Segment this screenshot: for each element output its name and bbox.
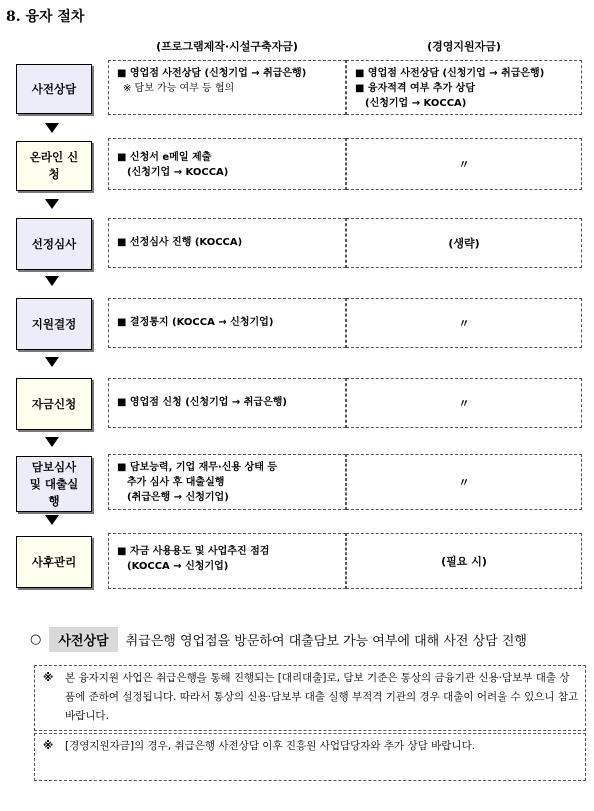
section-chip: 사전상담	[49, 627, 117, 652]
flow-arrow-down	[45, 515, 59, 525]
step-6-left-line-1: ■ 담보능력, 기업 재무·신용 상태 등	[117, 462, 278, 473]
step-1-left-line-1: ■ 영업점 사전상담 (신청기업 → 취급은행)	[117, 68, 307, 79]
step-3-left-line-1: ■ 선정심사 진행 (KOCCA)	[117, 237, 243, 248]
step-label: 지원결정	[31, 316, 77, 331]
step-6-right-cell: 〃	[346, 454, 582, 510]
step-5-left-cell	[108, 378, 346, 428]
step-6-left-cell	[108, 454, 346, 510]
step-box-7	[16, 536, 92, 588]
step-7-left-cell	[108, 533, 346, 589]
step-label: 선정심사	[31, 236, 77, 251]
step-box-4	[16, 298, 92, 350]
step-label: 온라인 신청	[29, 150, 79, 181]
step-1-right-line-3: (신청기업 → KOCCA)	[365, 98, 467, 109]
flow-arrow-down	[45, 437, 59, 447]
step-2-left-line-1: ■ 신청서 e메일 제출	[117, 152, 212, 163]
step-box-3	[16, 218, 92, 270]
step-3-right-cell: (생략)	[346, 218, 582, 268]
step-box-6	[16, 456, 92, 512]
note-box-1	[34, 665, 586, 731]
step-label: 자금신청	[31, 396, 77, 411]
step-5-left-line-1: ■ 영업점 신청 (신청기업 → 취급은행)	[117, 397, 287, 408]
step-7-left-line-2: (KOCCA → 신청기업)	[127, 561, 229, 572]
step-4-left-cell	[108, 298, 346, 348]
circle-bullet-icon: ○	[30, 632, 42, 647]
step-6-left-line-2: 추가 심사 후 대출실행	[127, 477, 225, 488]
step-4-right-cell: 〃	[346, 298, 582, 348]
step-2-left-cell	[108, 138, 346, 190]
step-label: 사전상담	[31, 81, 77, 96]
step-2-left-line-2: (신청기업 → KOCCA)	[127, 167, 229, 178]
step-4-left-line-1: ■ 결정통지 (KOCCA → 신청기업)	[117, 317, 274, 328]
note-mark: ※	[43, 672, 54, 684]
step-1-left-line-2: ※ 담보 가능 여부 등 협의	[123, 83, 235, 94]
consultation-section	[30, 627, 527, 652]
step-box-2	[16, 141, 92, 191]
step-box-5	[16, 378, 92, 430]
column-header-left: (프로그램제작·시설구축자금)	[156, 40, 298, 53]
section-title: 8. 융자 절차	[6, 9, 85, 25]
step-label: 사후관리	[31, 554, 77, 569]
step-7-right-cell: (필요 시)	[346, 533, 582, 589]
step-2-right-cell: 〃	[346, 138, 582, 190]
step-1-left-cell	[108, 60, 346, 115]
flow-arrow-down	[45, 357, 59, 367]
column-header-right: (경영지원자금)	[427, 40, 501, 53]
step-7-left-line-1: ■ 자금 사용용도 및 사업추진 점검	[117, 546, 270, 557]
flow-arrow-down	[45, 276, 59, 286]
step-1-right-line-1: ■ 영업점 사전상담 (신청기업 → 취급은행)	[355, 68, 545, 79]
note-text: [경영지원자금]의 경우, 취급은행 사전상담 이후 진흥원 사업담당자와 추가 상담 바랍니다.	[65, 740, 476, 752]
step-1-right-line-2: ■ 융자적격 여부 추가 상담	[355, 83, 475, 94]
flow-arrow-down	[45, 123, 59, 133]
step-6-left-line-3: (취급은행 → 신청기업)	[127, 492, 229, 503]
note-box-2	[34, 733, 586, 781]
step-5-right-cell: 〃	[346, 378, 582, 428]
flow-arrow-down	[45, 199, 59, 209]
step-3-left-cell	[108, 218, 346, 268]
section-text: 취급은행 영업점을 방문하여 대출담보 가능 여부에 대해 사전 상담 진행	[125, 634, 527, 649]
step-1-right-cell	[346, 60, 582, 115]
note-text: 본 융자지원 사업은 취급은행을 통해 진행되는 [대리대출]로, 담보 기준은 통상의 금융기관 신용·담보부 대출 상품에 준하여 설정됩니다. 따라서 통상의 신용·담보부 대출 실행 부적격 기관의 경우 대출이 어려울 수 있으니 참고 바랍니다.	[65, 672, 579, 722]
step-box-1	[16, 64, 92, 114]
step-label: 담보심사 및 대출실행	[29, 459, 79, 508]
note-mark: ※	[43, 740, 54, 752]
